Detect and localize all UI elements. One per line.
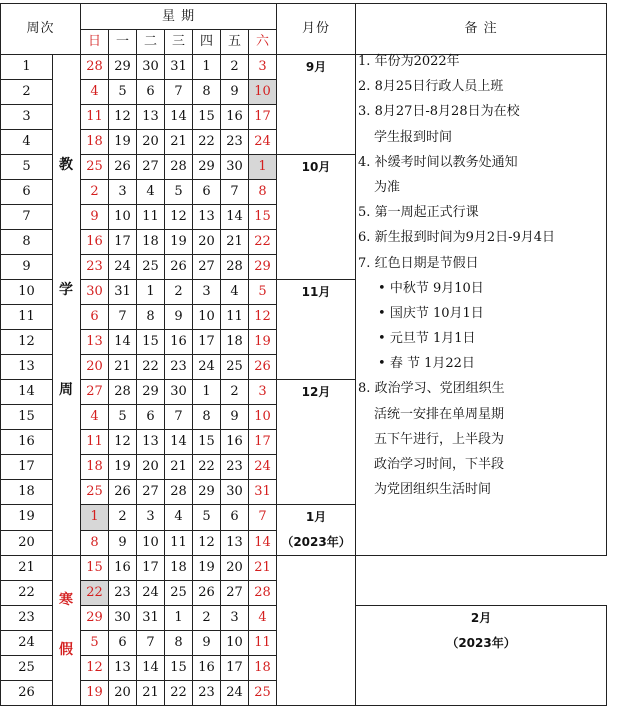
day-cell: 14 <box>165 430 193 455</box>
day-cell: 8 <box>81 530 109 556</box>
day-cell: 17 <box>249 430 277 455</box>
remark-line: 为准 <box>374 179 401 195</box>
day-cell: 11 <box>165 530 193 556</box>
day-cell: 6 <box>81 305 109 330</box>
day-cell: 29 <box>109 55 137 80</box>
day-cell: 26 <box>109 155 137 180</box>
day-cell: 24 <box>137 581 165 606</box>
day-cell: 3 <box>249 55 277 80</box>
day-cell: 29 <box>81 606 109 631</box>
day-cell: 19 <box>109 130 137 155</box>
day-cell: 12 <box>109 105 137 130</box>
day-cell: 3 <box>221 606 249 631</box>
day-cell: 22 <box>193 130 221 155</box>
day-cell: 27 <box>137 155 165 180</box>
day-cell: 8 <box>193 405 221 430</box>
day-cell: 6 <box>137 80 165 105</box>
day-cell: 12 <box>109 430 137 455</box>
week-number: 15 <box>1 405 53 430</box>
day-cell: 25 <box>81 155 109 180</box>
week-number: 18 <box>1 480 53 505</box>
day-cell: 14 <box>137 656 165 681</box>
day-cell: 2 <box>221 380 249 405</box>
day-cell: 20 <box>81 355 109 380</box>
day-cell: 9 <box>221 405 249 430</box>
day-cell: 22 <box>137 355 165 380</box>
day-cell: 12 <box>165 205 193 230</box>
week-number: 12 <box>1 330 53 355</box>
vacation-period-label <box>53 556 81 706</box>
day-cell: 21 <box>137 681 165 706</box>
remark-line: 学生报到时间 <box>374 129 453 145</box>
remark-line: 6. 新生报到时间为9月2日-9月4日 <box>358 230 556 246</box>
day-cell: 15 <box>193 105 221 130</box>
day-cell: 2 <box>109 505 137 531</box>
day-cell: 1 <box>249 155 277 180</box>
day-cell: 10 <box>249 80 277 105</box>
remarks-cell <box>356 55 607 556</box>
remarks-header: 备 注 <box>356 4 607 55</box>
month-label: （2023年） <box>281 535 351 549</box>
day-cell: 23 <box>193 681 221 706</box>
day-cell: 16 <box>109 556 137 581</box>
day-cell: 18 <box>81 130 109 155</box>
day-cell: 23 <box>165 355 193 380</box>
day-cell: 20 <box>109 681 137 706</box>
day-cell: 1 <box>193 55 221 80</box>
day-cell: 5 <box>249 280 277 305</box>
weekday-header: 一 <box>109 30 137 55</box>
week-number: 10 <box>1 280 53 305</box>
day-cell: 12 <box>81 656 109 681</box>
day-cell: 31 <box>137 606 165 631</box>
day-cell: 17 <box>193 330 221 355</box>
day-cell: 6 <box>137 405 165 430</box>
day-cell: 25 <box>165 581 193 606</box>
day-cell: 11 <box>221 305 249 330</box>
week-number: 11 <box>1 305 53 330</box>
day-cell: 21 <box>221 230 249 255</box>
weekday-group-header: 星 期 <box>81 4 277 30</box>
remark-line: 政治学习时间，下半段 <box>374 457 505 472</box>
remark-line: 7. 红色日期是节假日 <box>358 255 479 271</box>
week-number: 20 <box>1 530 53 556</box>
day-cell: 4 <box>137 180 165 205</box>
day-cell: 12 <box>249 305 277 330</box>
day-cell: 21 <box>249 556 277 581</box>
month-label: （2023年） <box>446 636 516 650</box>
day-cell: 6 <box>109 631 137 656</box>
weekday-header: 六 <box>249 30 277 55</box>
day-cell: 10 <box>221 631 249 656</box>
day-cell: 3 <box>109 180 137 205</box>
day-cell: 22 <box>193 455 221 480</box>
day-cell: 3 <box>193 280 221 305</box>
week-number: 22 <box>1 581 53 606</box>
day-cell: 26 <box>109 480 137 505</box>
day-cell: 16 <box>221 105 249 130</box>
remark-line: 五下午进行，上半段为 <box>374 431 505 447</box>
day-cell: 23 <box>221 455 249 480</box>
day-cell: 21 <box>165 455 193 480</box>
day-cell: 14 <box>249 530 277 556</box>
day-cell: 30 <box>221 155 249 180</box>
day-cell: 7 <box>137 631 165 656</box>
day-cell: 20 <box>137 130 165 155</box>
week-number: 7 <box>1 205 53 230</box>
day-cell: 25 <box>221 355 249 380</box>
remark-line: 2. 8月25日行政人员上班 <box>358 79 504 95</box>
day-cell: 17 <box>249 105 277 130</box>
day-cell: 22 <box>81 581 109 606</box>
day-cell: 25 <box>249 681 277 706</box>
weekday-header: 三 <box>165 30 193 55</box>
day-cell: 19 <box>249 330 277 355</box>
day-cell: 17 <box>109 230 137 255</box>
weekday-header: 二 <box>137 30 165 55</box>
day-cell: 24 <box>193 355 221 380</box>
day-cell: 17 <box>137 556 165 581</box>
day-cell: 31 <box>109 280 137 305</box>
day-cell: 15 <box>193 430 221 455</box>
month-cell <box>277 380 356 505</box>
day-cell: 28 <box>249 581 277 606</box>
day-cell: 26 <box>193 581 221 606</box>
period-char: 假 <box>59 642 73 658</box>
day-cell: 4 <box>81 405 109 430</box>
month-label: 1月 <box>305 510 327 524</box>
day-cell: 2 <box>81 180 109 205</box>
period-char: 寒 <box>59 592 73 608</box>
weekday-header: 日 <box>81 30 109 55</box>
day-cell: 24 <box>109 255 137 280</box>
day-cell: 5 <box>81 631 109 656</box>
day-cell: 5 <box>165 180 193 205</box>
day-cell: 6 <box>193 180 221 205</box>
day-cell: 30 <box>165 380 193 405</box>
week-number: 9 <box>1 255 53 280</box>
month-label: 10月 <box>301 160 331 174</box>
day-cell: 25 <box>137 255 165 280</box>
day-cell: 14 <box>221 205 249 230</box>
day-cell: 16 <box>165 330 193 355</box>
remark-line: 活统一安排在单周星期 <box>374 406 505 422</box>
day-cell: 29 <box>137 380 165 405</box>
day-cell: 15 <box>137 330 165 355</box>
day-cell: 10 <box>137 530 165 556</box>
day-cell: 13 <box>221 530 249 556</box>
day-cell: 19 <box>193 556 221 581</box>
day-cell: 1 <box>193 380 221 405</box>
week-number: 24 <box>1 631 53 656</box>
day-cell: 15 <box>249 205 277 230</box>
day-cell: 7 <box>221 180 249 205</box>
day-cell: 8 <box>137 305 165 330</box>
day-cell: 8 <box>193 80 221 105</box>
day-cell: 11 <box>81 430 109 455</box>
day-cell: 20 <box>221 556 249 581</box>
day-cell: 21 <box>109 355 137 380</box>
day-cell: 29 <box>249 255 277 280</box>
day-cell: 9 <box>81 205 109 230</box>
remarks-cell-empty <box>277 556 356 706</box>
teaching-period-label <box>53 55 81 556</box>
day-cell: 28 <box>109 380 137 405</box>
day-cell: 2 <box>221 55 249 80</box>
week-row <box>1 556 607 581</box>
day-cell: 3 <box>249 380 277 405</box>
week-number: 1 <box>1 55 53 80</box>
day-cell: 18 <box>221 330 249 355</box>
day-cell: 18 <box>165 556 193 581</box>
month-label: 9月 <box>305 60 327 74</box>
day-cell: 14 <box>109 330 137 355</box>
day-cell: 20 <box>193 230 221 255</box>
day-cell: 5 <box>193 505 221 531</box>
month-label: 2月 <box>470 611 492 625</box>
remark-line: 为党团组织生活时间 <box>374 482 492 498</box>
day-cell: 17 <box>221 656 249 681</box>
day-cell: 21 <box>165 130 193 155</box>
week-number-header: 周次 <box>1 4 81 55</box>
week-number: 5 <box>1 155 53 180</box>
day-cell: 27 <box>221 581 249 606</box>
week-number: 4 <box>1 130 53 155</box>
remark-line: 8. 政治学习、党团组织生 <box>358 381 505 397</box>
day-cell: 18 <box>249 656 277 681</box>
day-cell: 24 <box>249 455 277 480</box>
day-cell: 4 <box>81 80 109 105</box>
remark-line: • 春 节 1月22日 <box>378 356 475 372</box>
day-cell: 1 <box>137 280 165 305</box>
remark-line: • 国庆节 10月1日 <box>378 305 484 321</box>
day-cell: 29 <box>193 155 221 180</box>
day-cell: 18 <box>81 455 109 480</box>
day-cell: 28 <box>165 480 193 505</box>
day-cell: 13 <box>81 330 109 355</box>
month-label: 11月 <box>301 285 331 299</box>
day-cell: 31 <box>249 480 277 505</box>
day-cell: 28 <box>165 155 193 180</box>
day-cell: 8 <box>249 180 277 205</box>
day-cell: 27 <box>193 255 221 280</box>
day-cell: 9 <box>193 631 221 656</box>
day-cell: 15 <box>165 656 193 681</box>
day-cell: 7 <box>165 80 193 105</box>
school-calendar-table <box>0 3 607 706</box>
day-cell: 30 <box>109 606 137 631</box>
week-number: 6 <box>1 180 53 205</box>
day-cell: 22 <box>165 681 193 706</box>
day-cell: 6 <box>221 505 249 531</box>
day-cell: 13 <box>109 656 137 681</box>
day-cell: 29 <box>193 480 221 505</box>
month-cell <box>277 55 356 155</box>
week-number: 8 <box>1 230 53 255</box>
day-cell: 24 <box>221 681 249 706</box>
day-cell: 26 <box>249 355 277 380</box>
period-char: 教 <box>59 157 73 173</box>
remark-line: • 中秋节 9月10日 <box>378 280 484 296</box>
day-cell: 9 <box>109 530 137 556</box>
week-number: 17 <box>1 455 53 480</box>
week-number: 14 <box>1 380 53 405</box>
week-number: 3 <box>1 105 53 130</box>
remark-line: 5. 第一周起正式行课 <box>358 205 479 221</box>
period-char: 周 <box>59 382 73 398</box>
day-cell: 15 <box>81 556 109 581</box>
day-cell: 9 <box>221 80 249 105</box>
day-cell: 7 <box>249 505 277 531</box>
weekday-header: 五 <box>221 30 249 55</box>
month-header: 月份 <box>277 4 356 55</box>
day-cell: 23 <box>221 130 249 155</box>
day-cell: 26 <box>165 255 193 280</box>
day-cell: 16 <box>81 230 109 255</box>
day-cell: 13 <box>137 105 165 130</box>
day-cell: 18 <box>137 230 165 255</box>
day-cell: 2 <box>193 606 221 631</box>
day-cell: 30 <box>137 55 165 80</box>
day-cell: 19 <box>165 230 193 255</box>
month-cell <box>356 606 607 706</box>
day-cell: 10 <box>109 205 137 230</box>
day-cell: 10 <box>193 305 221 330</box>
day-cell: 7 <box>165 405 193 430</box>
remark-line: • 元旦节 1月1日 <box>378 331 476 347</box>
day-cell: 28 <box>221 255 249 280</box>
day-cell: 24 <box>249 130 277 155</box>
day-cell: 2 <box>165 280 193 305</box>
week-number: 13 <box>1 355 53 380</box>
day-cell: 5 <box>109 80 137 105</box>
remark-line: 4. 补缓考时间以教务处通知 <box>358 154 518 170</box>
day-cell: 1 <box>81 505 109 531</box>
day-cell: 19 <box>109 455 137 480</box>
day-cell: 31 <box>165 55 193 80</box>
day-cell: 4 <box>221 280 249 305</box>
week-number: 26 <box>1 681 53 706</box>
day-cell: 19 <box>81 681 109 706</box>
week-number: 23 <box>1 606 53 631</box>
day-cell: 4 <box>249 606 277 631</box>
day-cell: 11 <box>249 631 277 656</box>
day-cell: 13 <box>137 430 165 455</box>
day-cell: 16 <box>221 430 249 455</box>
day-cell: 23 <box>81 255 109 280</box>
day-cell: 16 <box>193 656 221 681</box>
week-row <box>1 55 607 80</box>
day-cell: 25 <box>81 480 109 505</box>
day-cell: 7 <box>109 305 137 330</box>
week-number: 2 <box>1 80 53 105</box>
remark-line: 3. 8月27日-8月28日为在校 <box>358 104 520 120</box>
period-char: 学 <box>59 282 73 298</box>
day-cell: 11 <box>81 105 109 130</box>
day-cell: 27 <box>137 480 165 505</box>
day-cell: 3 <box>137 505 165 531</box>
day-cell: 28 <box>81 55 109 80</box>
day-cell: 30 <box>81 280 109 305</box>
day-cell: 1 <box>165 606 193 631</box>
day-cell: 20 <box>137 455 165 480</box>
day-cell: 13 <box>193 205 221 230</box>
day-cell: 10 <box>249 405 277 430</box>
day-cell: 30 <box>221 480 249 505</box>
day-cell: 27 <box>81 380 109 405</box>
month-label: 12月 <box>301 385 331 399</box>
day-cell: 9 <box>165 305 193 330</box>
day-cell: 12 <box>193 530 221 556</box>
week-number: 19 <box>1 505 53 531</box>
month-cell <box>277 280 356 380</box>
week-number: 21 <box>1 556 53 581</box>
week-number: 25 <box>1 656 53 681</box>
day-cell: 14 <box>165 105 193 130</box>
day-cell: 5 <box>109 405 137 430</box>
month-cell <box>277 155 356 280</box>
day-cell: 23 <box>109 581 137 606</box>
day-cell: 22 <box>249 230 277 255</box>
remark-line: 1. 年份为2022年 <box>358 54 460 69</box>
weekday-header: 四 <box>193 30 221 55</box>
day-cell: 11 <box>137 205 165 230</box>
day-cell: 8 <box>165 631 193 656</box>
day-cell: 4 <box>165 505 193 531</box>
week-number: 16 <box>1 430 53 455</box>
month-cell <box>277 505 356 556</box>
